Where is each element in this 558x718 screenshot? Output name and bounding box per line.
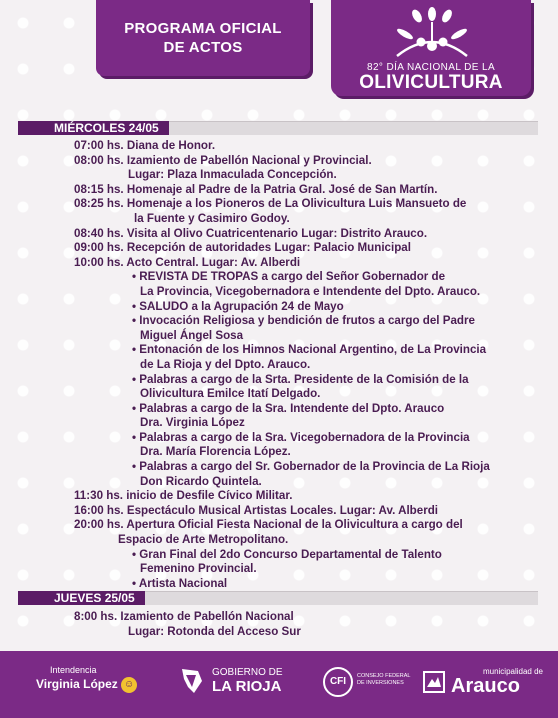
logo-title: OLIVICULTURA [359, 72, 503, 93]
schedule-line: 08:25 hs. Homenaje a los Pioneros de La Olivicultura Luis Mansueto de [74, 197, 467, 211]
date-label-day2: JUEVES 25/05 [18, 591, 145, 605]
intendencia-small: Intendencia [50, 665, 97, 675]
schedule-bullet: • SALUDO a la Agrupación 24 de Mayo [132, 299, 344, 313]
date-bar-day2 [18, 591, 538, 605]
schedule-line: Don Ricardo Quintela. [140, 474, 262, 488]
date-bar-day1 [18, 121, 538, 135]
event-logo [331, 0, 531, 96]
schedule-bullet: • Palabras a cargo de la Sra. Vicegobernadora de la Provincia [132, 430, 470, 444]
schedule-bullet: • Entonación de los Himnos Nacional Argentino, de La Provincia [132, 343, 487, 357]
logo-subtitle: 82° DÍA NACIONAL DE LA [366, 62, 496, 73]
schedule-line: La Provincia, Vicegobernadora e Intendente del Dpto. Arauco. [140, 284, 481, 298]
gobierno-small: GOBIERNO DE [212, 667, 283, 678]
schedule-bullet: • Invocación Religiosa y bendición de frutos a cargo del Padre [132, 314, 475, 328]
schedule-bullet: • Palabras a cargo del Sr. Gobernador de la Provincia de La Rioja [132, 460, 490, 474]
schedule-line: 09:00 hs. Recepción de autoridades Lugar: Palacio Municipal [74, 241, 411, 255]
schedule-line: Olivicultura Emilce Itatí Delgado. [140, 387, 321, 401]
program-title-box [96, 0, 310, 76]
cfi-mark: CFI [323, 667, 353, 697]
sponsor-footer [0, 651, 558, 718]
arauco-crest-icon [423, 671, 445, 693]
schedule-line: la Fuente y Casimiro Godoy. [134, 211, 290, 225]
schedule-line: Dra. María Florencia López. [140, 445, 291, 459]
schedule-line: Espacio de Arte Metropolitano. [118, 533, 289, 547]
schedule-line: 10:00 hs. Acto Central. Lugar: Av. Alberdi [74, 255, 301, 269]
schedule-line: 16:00 hs. Espectáculo Musical Artistas Locales. Lugar: Av. Alberdi [74, 503, 439, 517]
schedule-line: Femenino Provincial. [140, 562, 257, 576]
schedule-line: 8:00 hs. Izamiento de Pabellón Nacional [74, 610, 294, 623]
schedule-line: Lugar: Plaza Inmaculada Concepción. [128, 168, 337, 182]
schedule-day2 [74, 610, 301, 639]
cfi-text1: CONSEJO FEDERAL [357, 673, 411, 679]
muni-big: Arauco [451, 675, 520, 697]
schedule-line: 07:00 hs. Diana de Honor. [74, 139, 216, 152]
muni-small: municipalidad de [482, 667, 543, 676]
schedule-day1 [74, 139, 490, 591]
intendencia-logo [36, 665, 137, 693]
schedule-line: Dra. Virginia López [140, 416, 245, 430]
schedule-bullet: • Artista Nacional [132, 576, 228, 590]
rioja-map-icon [178, 667, 206, 695]
schedule-line: 08:40 hs. Visita al Olivo Cuatricentenario Lugar: Distrito Arauco. [74, 226, 428, 240]
schedule-line: 20:00 hs. Apertura Oficial Fiesta Nacional de la Olivicultura a cargo del [74, 518, 463, 532]
schedule-line: 08:00 hs. Izamiento de Pabellón Nacional y Provincial. [74, 153, 372, 167]
schedule-line: 11:30 hs. inicio de Desfile Cívico Militar. [74, 489, 293, 503]
intendencia-name: Virginia López [36, 677, 118, 692]
schedule-line: de La Rioja y del Dpto. Arauco. [140, 357, 311, 371]
schedule-bullet: • Palabras a cargo de la Sra. Intendente del Dpto. Arauco [132, 401, 445, 415]
olive-branch-icon [387, 6, 477, 62]
schedule-line: Lugar: Rotonda del Acceso Sur [128, 624, 301, 638]
program-title-line2: DE ACTOS [163, 39, 243, 56]
schedule-bullet: • Palabras a cargo de la Srta. Presidente de la Comisión de la [132, 372, 469, 386]
cfi-text2: DE INVERSIONES [357, 680, 404, 686]
smiley-icon: ☺ [121, 677, 137, 693]
program-title-line1: PROGRAMA OFICIAL [124, 20, 282, 37]
schedule-line: 08:15 hs. Homenaje al Padre de la Patria Gral. José de San Martín. [74, 182, 438, 196]
schedule-line: Miguel Ángel Sosa [140, 328, 244, 342]
schedule-bullet: • Gran Final del 2do Concurso Departamental de Talento [132, 547, 442, 561]
gobierno-big: LA RIOJA [212, 678, 282, 695]
date-label-day1: MIÉRCOLES 24/05 [18, 121, 169, 135]
schedule-bullet: • REVISTA DE TROPAS a cargo del Señor Gobernador de [132, 270, 446, 284]
